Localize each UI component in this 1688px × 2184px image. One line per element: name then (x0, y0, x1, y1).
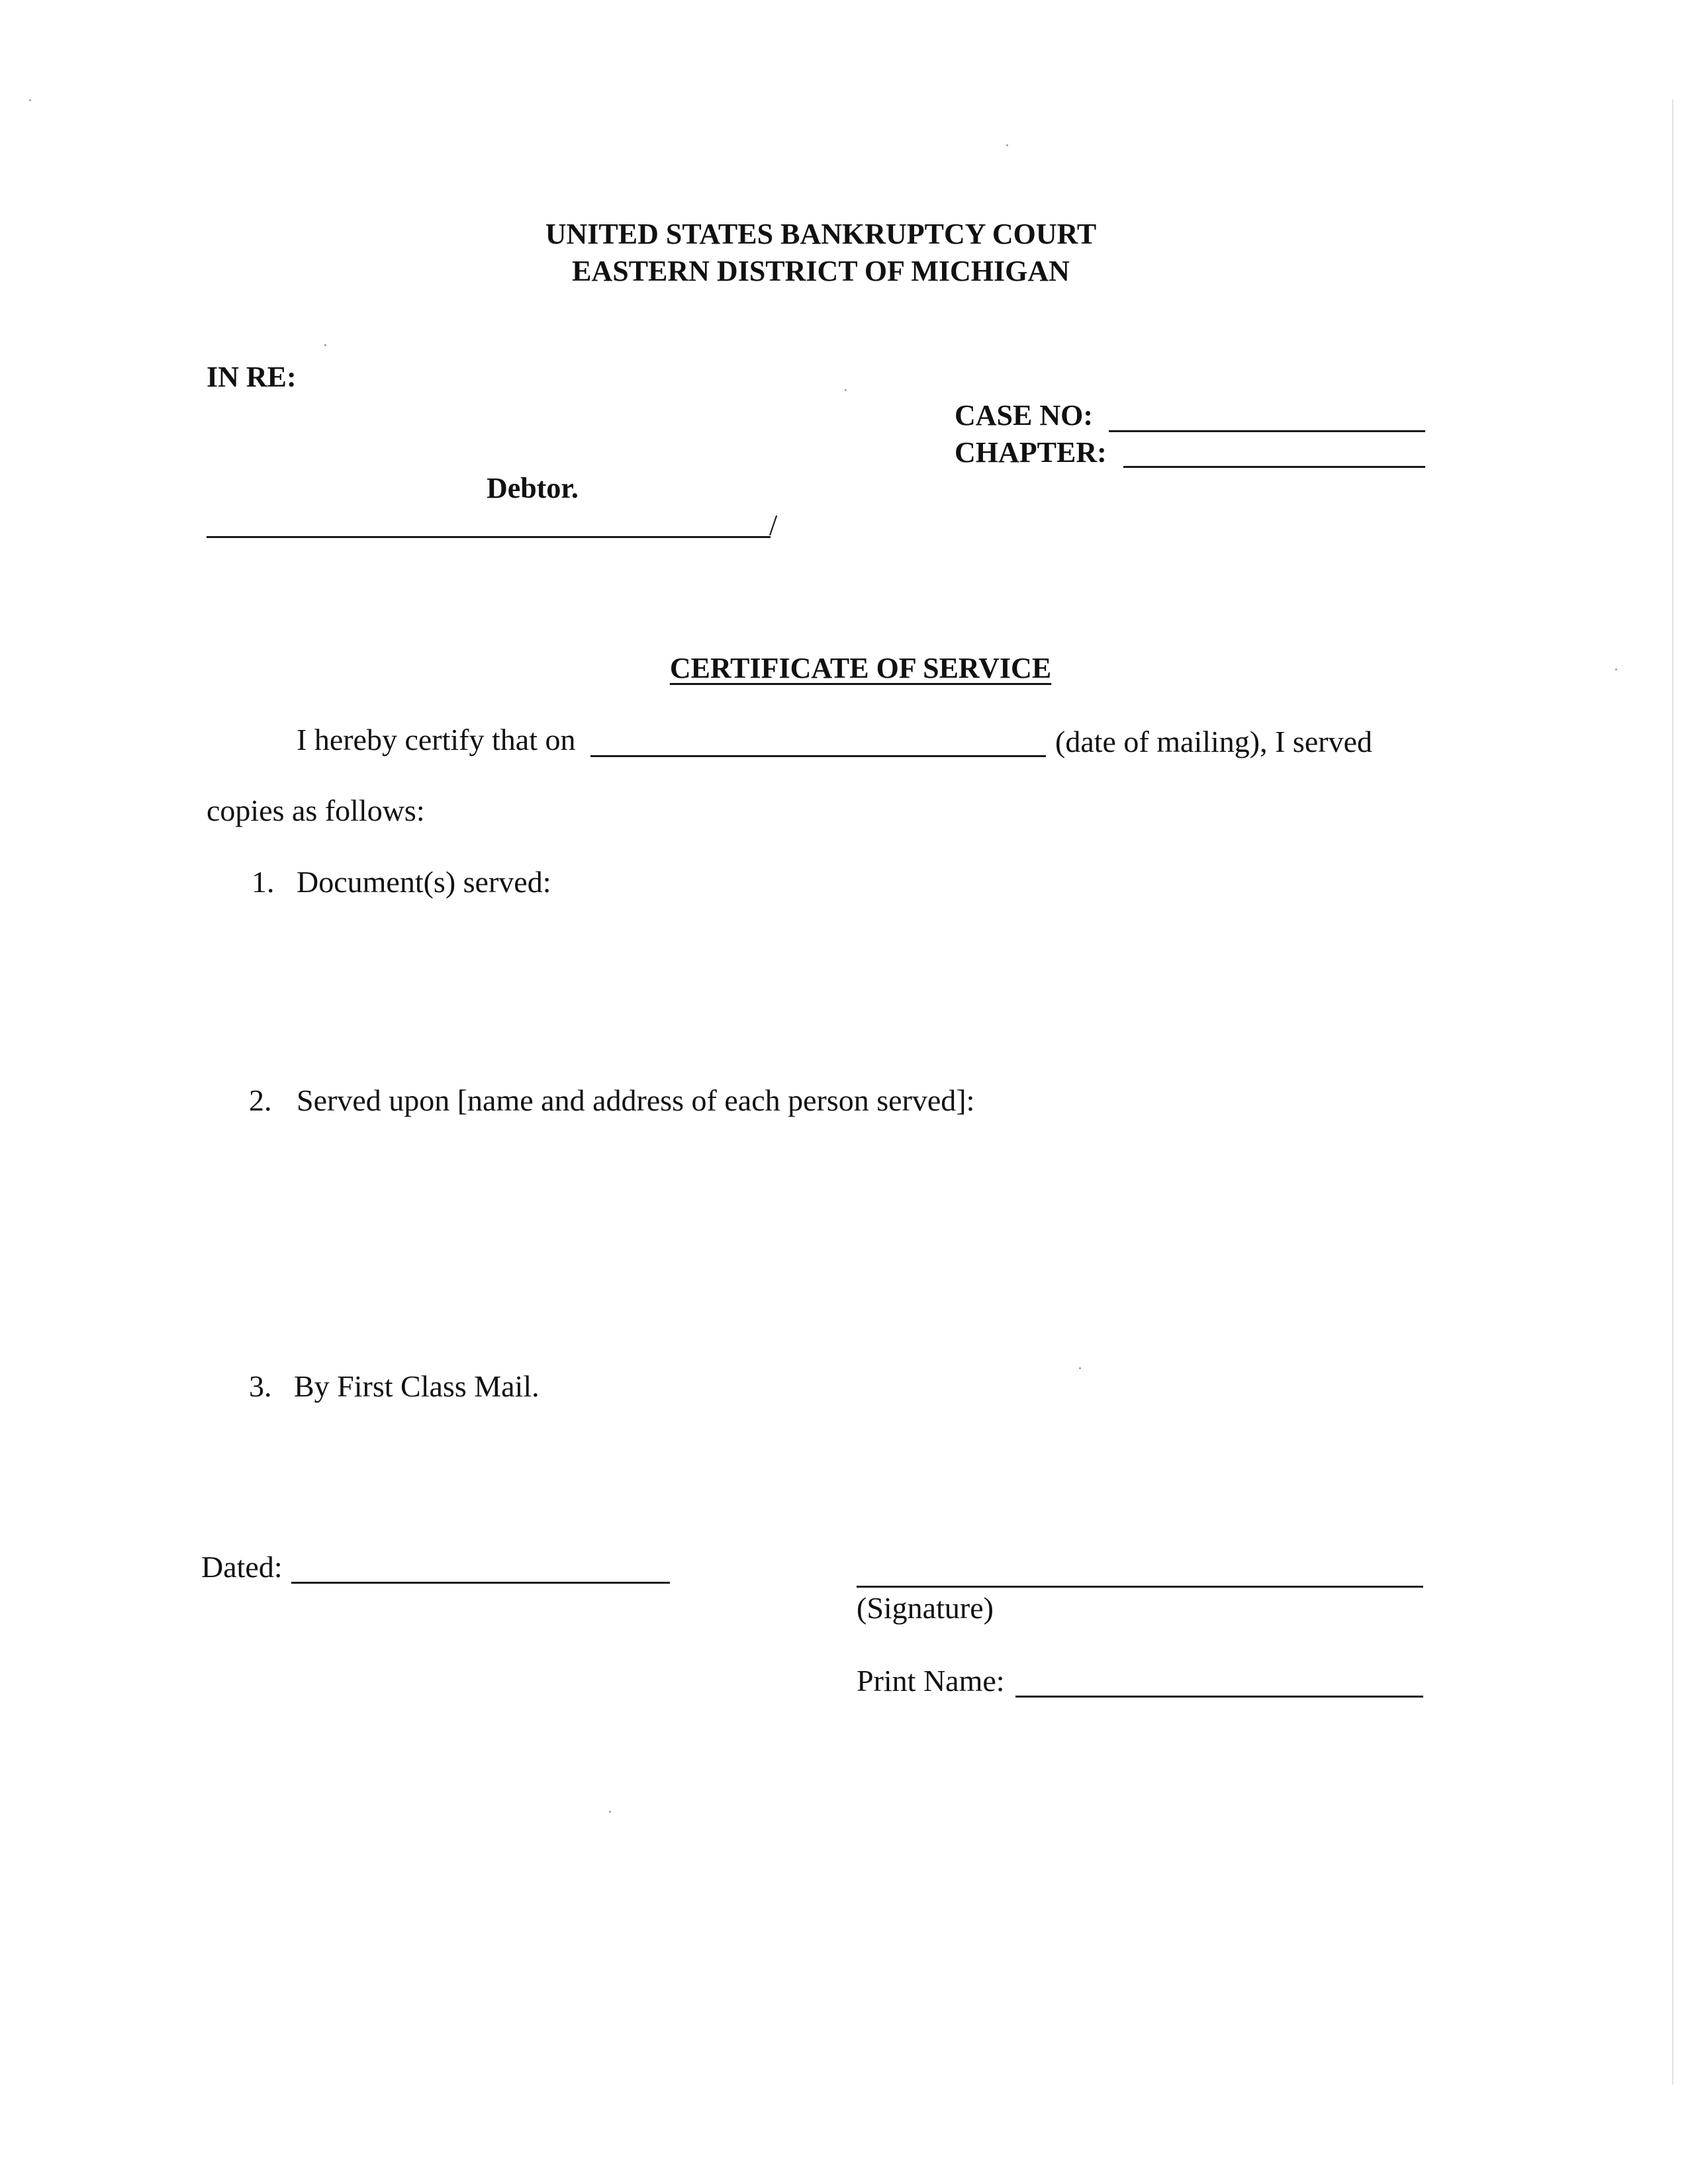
in-re-label: IN RE: (207, 361, 297, 393)
signature-field[interactable] (857, 1586, 1423, 1588)
scan-speck (324, 344, 326, 346)
scan-speck (845, 389, 847, 391)
document-title: CERTIFICATE OF SERVICE (669, 652, 1052, 684)
certify-prefix: I hereby certify that on (297, 723, 576, 756)
date-of-mailing-field[interactable] (590, 755, 1046, 757)
dated-label: Dated: (201, 1550, 283, 1584)
service-method-label: By First Class Mail. (294, 1369, 539, 1403)
signature-label: (Signature) (857, 1591, 994, 1625)
chapter-label: CHAPTER: (955, 436, 1107, 469)
case-no-field[interactable] (1109, 430, 1425, 432)
item-number: 2. (249, 1083, 272, 1117)
scan-speck (29, 99, 31, 101)
scan-edge-line (1672, 99, 1673, 2085)
court-name: UNITED STATES BANKRUPTCY COURT (545, 218, 1097, 250)
dated-field[interactable] (291, 1582, 670, 1584)
certify-suffix: (date of mailing), I served (1055, 725, 1372, 758)
item-number: 3. (249, 1369, 272, 1403)
scan-speck (1079, 1367, 1081, 1369)
caption-end-mark: / (769, 509, 778, 541)
scan-speck (1006, 144, 1008, 146)
court-district: EASTERN DISTRICT OF MICHIGAN (572, 255, 1070, 287)
debtor-label: Debtor. (487, 472, 579, 504)
case-no-label: CASE NO: (955, 399, 1094, 432)
item-number: 1. (252, 865, 275, 899)
documents-served-label: Document(s) served: (297, 865, 551, 899)
copies-text: copies as follows: (207, 794, 425, 827)
print-name-label: Print Name: (857, 1664, 1005, 1698)
served-upon-label: Served upon [name and address of each person served]: (297, 1083, 975, 1117)
scan-speck (1615, 668, 1617, 670)
debtor-name-field[interactable] (207, 536, 771, 538)
chapter-field[interactable] (1123, 466, 1425, 468)
scan-speck (609, 1811, 611, 1813)
print-name-field[interactable] (1015, 1696, 1423, 1698)
